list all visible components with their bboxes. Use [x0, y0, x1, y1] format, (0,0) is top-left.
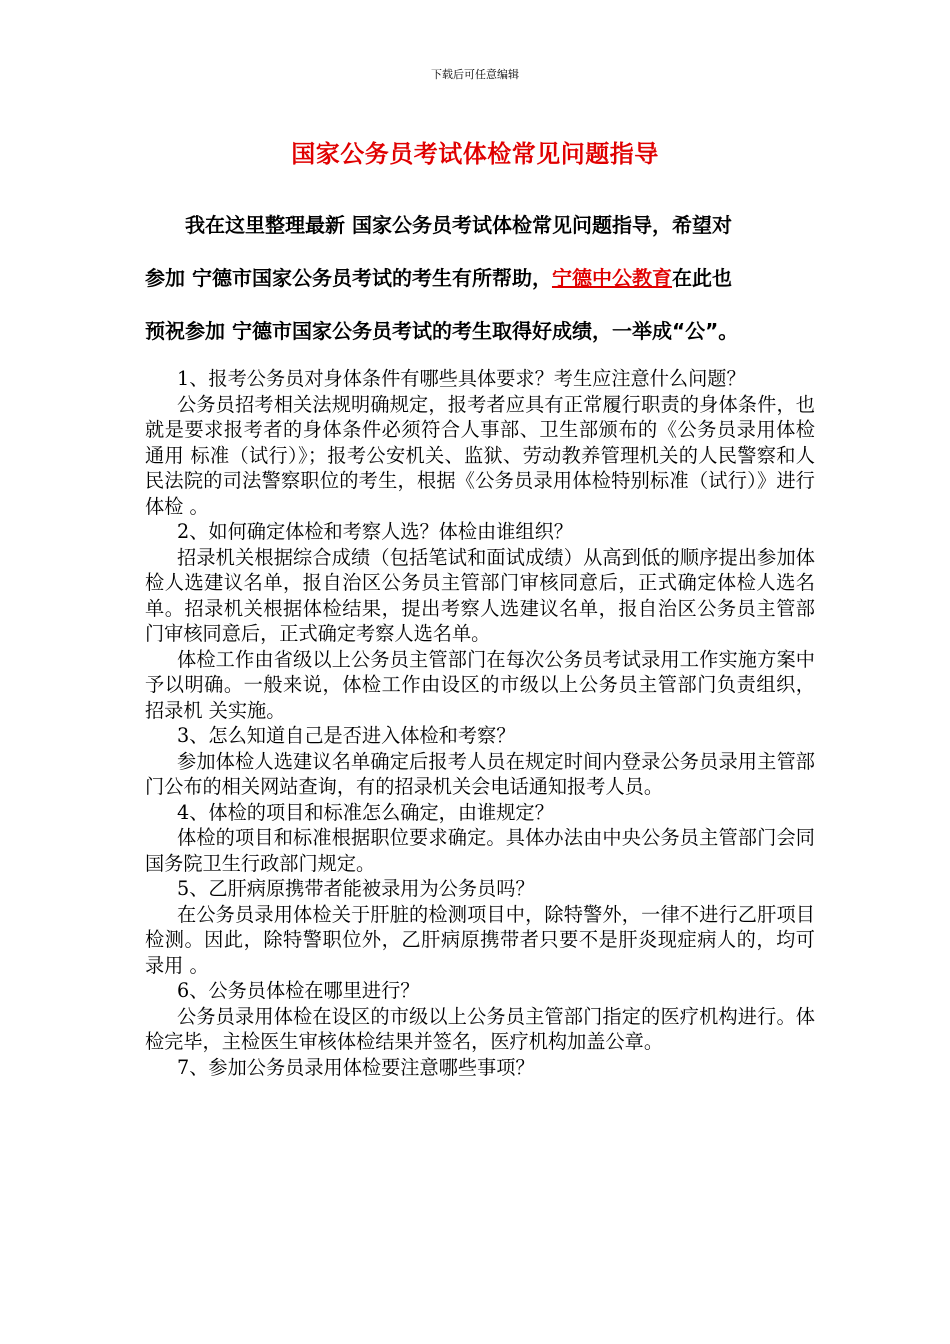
header-note: 下载后可任意编辑	[431, 68, 519, 81]
question-5: 5、乙肝病原携带者能被录用为公务员吗？	[177, 877, 535, 900]
intro-line-2-text-a: 参加 宁德市国家公务员考试的考生有所帮助，	[145, 266, 552, 290]
answer-6: 公务员录用体检在设区的市级以上公务员主管部门指定的医疗机构进行。体检完毕，主检医生审核体检结果并签名，医疗机构加盖公章。	[145, 1004, 815, 1053]
question-7: 7、参加公务员录用体检要注意哪些事项？	[177, 1055, 535, 1079]
question-2: 2、如何确定体检和考察人选？体检由谁组织？	[177, 520, 573, 543]
answer-4: 体检的项目和标准根据职位要求确定。具体办法由中央公务员主管部门会同国务院卫生行政部门规定。	[145, 826, 815, 875]
question-6: 6、公务员体检在哪里进行？	[177, 979, 420, 1002]
intro-line-2	[145, 262, 815, 291]
question-4: 4、体检的项目和标准怎么确定，由谁规定？	[177, 800, 554, 824]
document-title: 国家公务员考试体检常见问题指导	[291, 140, 659, 168]
intro-line-1: 我在这里整理最新 国家公务员考试体检常见问题指导，希望对	[185, 213, 732, 237]
intro-line-3: 预祝参加 宁德市国家公务员考试的考生取得好成绩，一举成“公”。	[145, 319, 739, 343]
zhonggong-link[interactable]: 宁德中公教育	[551, 266, 672, 290]
answer-5: 在公务员录用体检关于肝脏的检测项目中，除特警外，一律不进行乙肝项目检测。因此，除特警职位外，乙肝病原携带者只要不是肝炎现症病人的，均可录用 。	[145, 902, 815, 977]
answer-3: 参加体检人选建议名单确定后报考人员在规定时间内登录公务员录用主管部门公布的相关网站查询，有的招录机关会电话通知报考人员。	[145, 749, 815, 798]
question-1: 1、报考公务员对身体条件有哪些具体要求？考生应注意什么问题？	[177, 367, 746, 390]
answer-2b: 体检工作由省级以上公务员主管部门在每次公务员考试录用工作实施方案中予以明确。一般来说，体检工作由设区的市级以上公务员主管部门负责组织，招录机 关实施。	[145, 647, 815, 722]
body-text	[145, 366, 815, 1080]
question-3: 3、怎么知道自己是否进入体检和考察？	[177, 724, 516, 747]
answer-2a: 招录机关根据综合成绩（包括笔试和面试成绩）从高到低的顺序提出参加体检人选建议名单，报自治区公务员主管部门审核同意后，正式确定体检人选名单。招录机关根据体检结果，提出考察人选建议名单，报自治区公务员主管部门审核同意后，正式确定考察人选名单。	[145, 545, 815, 645]
answer-1: 公务员招考相关法规明确规定，报考者应具有正常履行职责的身体条件，也就是要求报考者的身体条件必须符合人事部、卫生部颁布的《公务员录用体检通用 标准（试行）》；报考公安机关、监狱、劳动教养管理机关的人民警察和人民法院的司法警察职位的考生，根据《公务员录用体检特别标准（试行）》进行体检 。	[145, 392, 815, 518]
intro-line-2-text-b: 在此也	[671, 266, 732, 290]
